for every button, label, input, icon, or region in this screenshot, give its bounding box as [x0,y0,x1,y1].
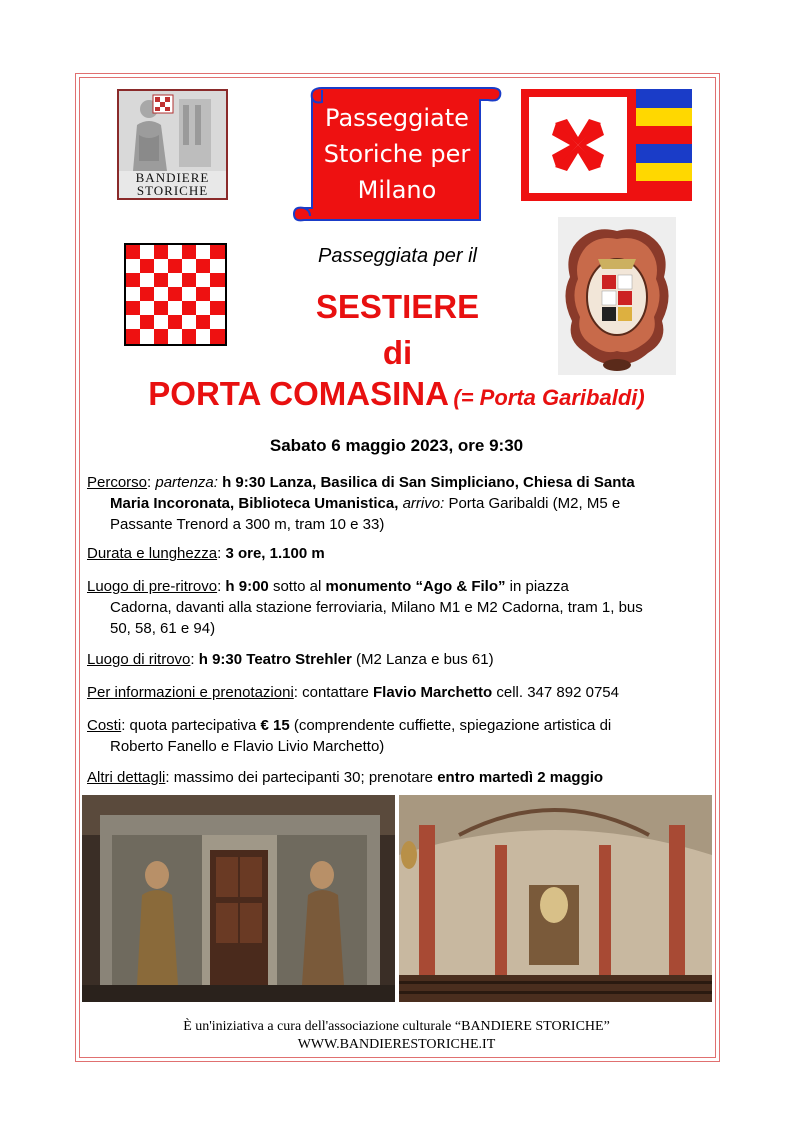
bandiere-storiche-logo [117,89,228,200]
detail-altri: Altri dettagli: massimo dei partecipanti 30; prenotare entro martedì 2 maggio [87,769,604,786]
walk-intro: Passeggiata per il [318,245,477,267]
durata-value: 3 ore, 1.100 m [225,545,325,562]
milan-flag [521,89,692,201]
chapel-door-photo [82,795,395,1002]
info-phone: cell. 347 892 0754 [496,684,619,701]
detail-preritrovo: Luogo di pre-ritrovo: h 9:00 sotto al monumento “Ago & Filo” in piazza Cadorna, davanti alla stazione ferroviaria, Milano M1 e M2 Cadorna, tram 1, bus 50, 58, 61 e 94) [87,576,714,639]
banner-title: Passeggiate Storiche per Milano [323,104,471,204]
partenza-value-cont: Maria Incoronata, Biblioteca Umanistica, [110,495,399,512]
preritrovo-pre: sotto al [272,578,322,595]
durata-label: Durata e lunghezza [87,545,218,562]
ritrovo-note: (M2 Lanza e bus 61) [356,651,494,668]
costi-pre: quota partecipativa [129,717,257,734]
altri-label: Altri dettagli [87,769,166,786]
arrivo-value: Porta Garibaldi (M2, M5 e [448,495,621,512]
info-label: Per informazioni e prenotazioni [87,684,294,701]
preritrovo-cont1: Cadorna, davanti alla stazione ferroviaria, Milano M1 e M2 Cadorna, tram 1, bus [110,599,643,616]
title-porta-comasina [80,375,713,413]
info-pre: contattare [302,684,369,701]
event-date: Sabato 6 maggio 2023, ore 9:30 [269,436,524,455]
preritrovo-time: h 9:00 [225,578,269,595]
preritrovo-label: Luogo di pre-ritrovo [87,578,218,595]
logo-text-line1: BANDIERE [135,170,210,185]
preritrovo-cont2: 50, 58, 61 e 94) [110,620,216,637]
ritrovo-label: Luogo di ritrovo [87,651,191,668]
detail-costi: Costi: quota partecipativa € 15 (comprendente cuffiette, spiegazione artistica di Roberto Fanello e Flavio Livio Marchetto) [87,715,714,757]
detail-percorso: Percorso: partenza: h 9:30 Lanza, Basilica di San Simpliciano, Chiesa di Santa Maria Incoronata, Biblioteca Umanistica, arrivo: Porta Garibaldi (M2, M5 e Passante Trenord a 300 m, tram 10 e 33) [87,472,714,535]
partenza-label: partenza: [155,474,218,491]
detail-info: Per informazioni e prenotazioni: contattare Flavio Marchetto cell. 347 892 0754 [87,684,619,701]
title-sestiere: SESTIERE [315,288,480,325]
title-di: di [382,334,413,371]
preritrovo-post: in piazza [509,578,569,595]
arrivo-label: arrivo: [402,495,445,512]
costi-post: (comprendente cuffiette, spiegazione artistica di [293,717,612,734]
logo-text-line2: STORICHE [136,183,209,198]
detail-durata: Durata e lunghezza: 3 ore, 1.100 m [87,545,325,562]
arrivo-value-cont: Passante Trenord a 300 m, tram 10 e 33) [110,516,385,533]
costi-cont: Roberto Fanello e Flavio Livio Marchetto) [110,738,385,755]
preritrovo-monument: monumento “Ago & Filo” [325,578,506,595]
footer-website: WWW.BANDIERESTORICHE.IT [297,1037,496,1052]
church-interior-photo [399,795,712,1002]
ritrovo-value: h 9:30 Teatro Strehler [198,651,352,668]
altri-pre: massimo dei partecipanti 30; prenotare [173,769,434,786]
title-porta-comasina-main: PORTA COMASINA [148,375,449,412]
detail-ritrovo: Luogo di ritrovo: h 9:30 Teatro Strehler (M2 Lanza e bus 61) [87,651,494,668]
partenza-value: h 9:30 Lanza, Basilica di San Simpliciano, Chiesa di Santa [222,474,635,491]
footer [80,1018,713,1054]
altri-deadline: entro martedì 2 maggio [437,769,604,786]
footer-credit: È un'iniziativa a cura dell'associazione culturale “BANDIERE STORICHE” [183,1019,610,1034]
info-name: Flavio Marchetto [373,684,493,701]
title-porta-garibaldi: (= Porta Garibaldi) [453,385,645,410]
percorso-label: Percorso [87,474,148,491]
costi-price: € 15 [260,717,290,734]
statue-icon [119,91,226,171]
costi-label: Costi [87,717,122,734]
